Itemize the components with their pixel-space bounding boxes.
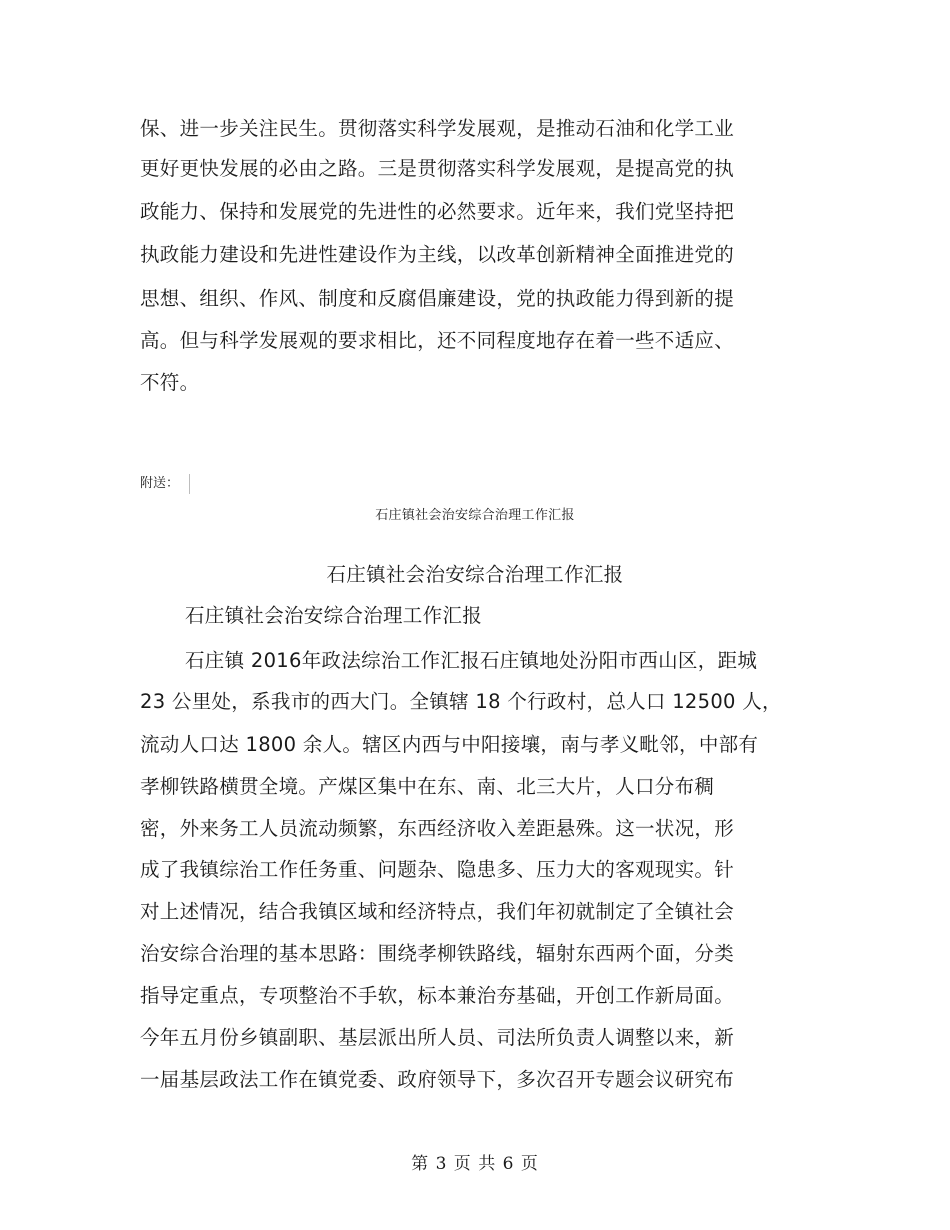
appendix-marker [140, 473, 190, 495]
paragraph-line: 高。但与科学发展观的要求相比，还不同程度地存在着一些不适应、 [140, 329, 735, 352]
paragraph-line: 指导定重点，专项整治不手软，标本兼治夯基础，开创工作新局面。 [140, 984, 735, 1007]
paragraph-line: 更好更快发展的必由之路。三是贯彻落实科学发展观，是提高党的执 [140, 157, 735, 180]
paragraph-line: 一届基层政法工作在镇党委、政府领导下，多次召开专题会议研究布 [140, 1068, 735, 1091]
paragraph-line: 对上述情况，结合我镇区域和经济特点，我们年初就制定了全镇社会 [140, 900, 735, 923]
paragraph-line: 流动人口达 1800 余人。辖区内西与中阳接壤，南与孝义毗邻，中部有 [140, 733, 759, 756]
paragraph-line: 不符。 [140, 371, 200, 394]
paragraph-line: 思想、组织、作风、制度和反腐倡廉建设，党的执政能力得到新的提 [140, 287, 735, 310]
paragraph-line: 石庄镇 2016年政法综治工作汇报石庄镇地处汾阳市西山区，距城 [185, 649, 758, 672]
paragraph-line: 保、进一步关注民生。贯彻落实科学发展观，是推动石油和化学工业 [140, 117, 735, 140]
document-subtitle: 石庄镇社会治安综合治理工作汇报 [185, 604, 483, 627]
paragraph-line: 执政能力建设和先进性建设作为主线，以改革创新精神全面推进党的 [140, 243, 735, 266]
paragraph-line: 孝柳铁路横贯全境。产煤区集中在东、南、北三大片，人口分布稠 [140, 775, 715, 798]
appendix-label: 附送： [140, 476, 180, 491]
document-title: 石庄镇社会治安综合治理工作汇报 [326, 563, 624, 586]
text-cursor-divider [189, 474, 190, 494]
paragraph-line: 今年五月份乡镇副职、基层派出所人员、司法所负责人调整以来，新 [140, 1026, 735, 1049]
paragraph-line: 政能力、保持和发展党的先进性的必然要求。近年来，我们党坚持把 [140, 200, 735, 223]
paragraph-line: 23 公里处，系我市的西大门。全镇辖 18 个行政村，总人口 12500 人， [140, 690, 782, 713]
paragraph-line: 密，外来务工人员流动频繁，东西经济收入差距悬殊。这一状况，形 [140, 817, 735, 840]
paragraph-line: 成了我镇综治工作任务重、问题杂、隐患多、压力大的客观现实。针 [140, 858, 735, 881]
small-heading: 石庄镇社会治安综合治理工作汇报 [375, 508, 575, 523]
paragraph-line: 治安综合治理的基本思路：围绕孝柳铁路线，辐射东西两个面，分类 [140, 942, 735, 965]
page-number-footer: 第 3 页 共 6 页 [411, 1154, 539, 1174]
